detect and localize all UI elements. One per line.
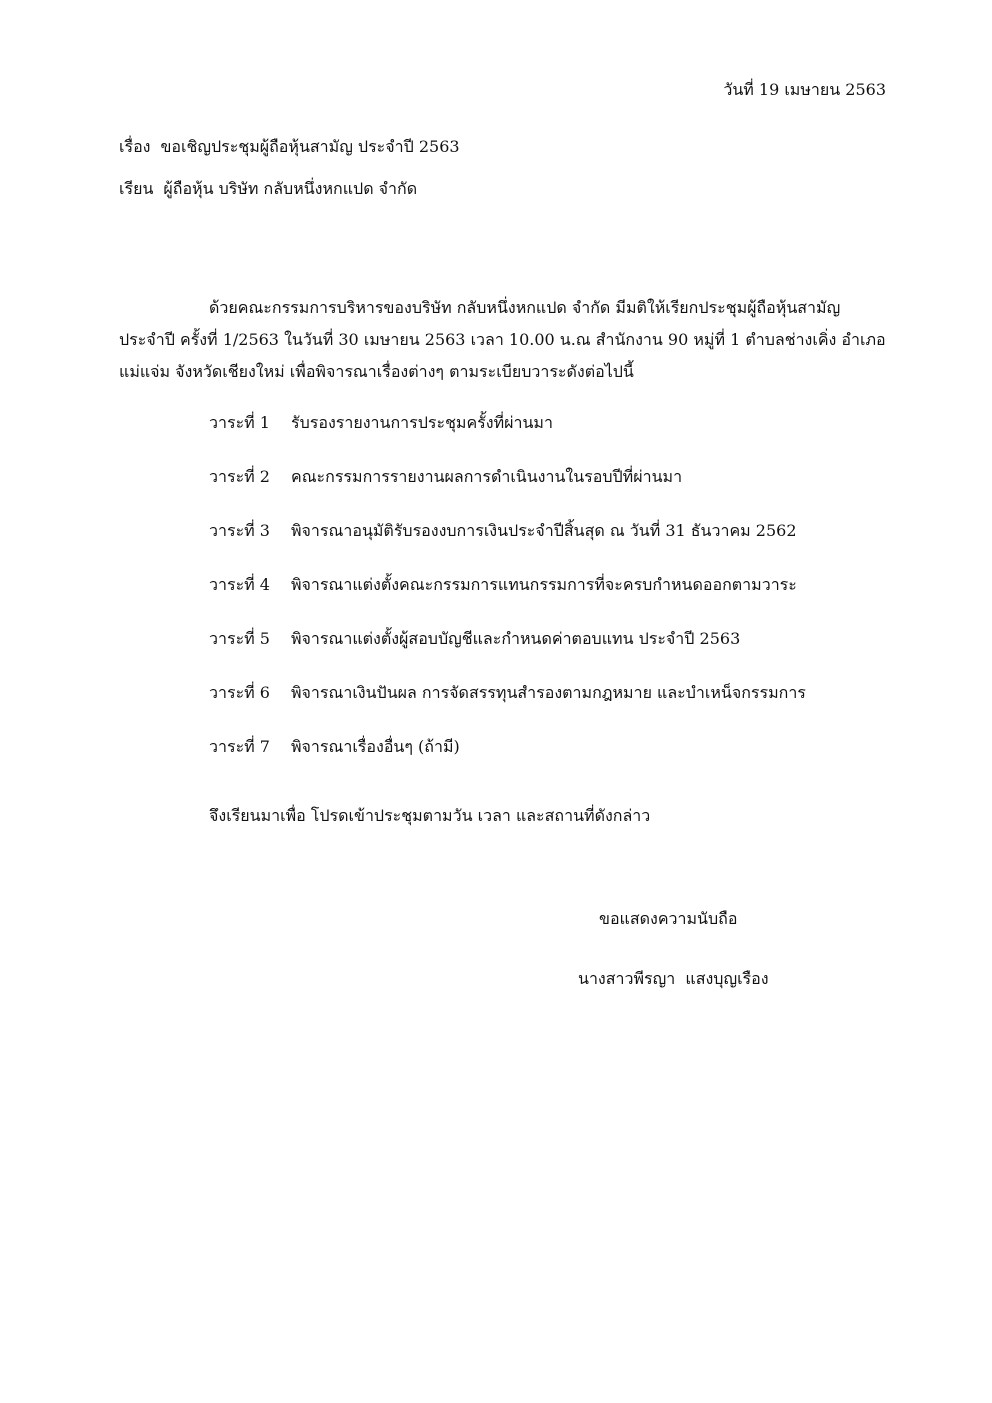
letter-date: วันที่ 19 เมษายน 2563 [723,80,886,99]
agenda-text: คณะกรรมการรายงานผลการดำเนินงานในรอบปีที่ผ่านมา [291,467,683,486]
agenda-number: วาระที่ 5 [209,629,270,648]
body-paragraph [119,292,887,388]
body-line: แม่แจ่ม จังหวัดเชียงใหม่ เพื่อพิจารณาเรื่องต่างๆ ตามระเบียบวาระดังต่อไปนี้ [119,362,634,381]
regards-line: ขอแสดงความนับถือ [599,909,738,928]
recipient-text: ผู้ถือหุ้น บริษัท กลับหนึ่งหกแปด จำกัด [163,179,418,198]
signer-name: นางสาวพีรญา แสงบุญเรือง [578,969,769,988]
subject-line [119,136,460,158]
agenda-text: พิจารณาเงินปันผล การจัดสรรทุนสำรองตามกฎหมาย และบำเหน็จกรรมการ [291,683,806,702]
agenda-number: วาระที่ 6 [209,683,270,702]
closing-sentence: จึงเรียนมาเพื่อ โปรดเข้าประชุมตามวัน เวลา และสถานที่ดังกล่าว [209,806,651,825]
agenda-item-3 [209,520,797,542]
subject-label: เรื่อง [119,137,151,156]
agenda-number: วาระที่ 1 [209,413,270,432]
agenda-number: วาระที่ 3 [209,521,270,540]
agenda-text: พิจารณาแต่งตั้งผู้สอบบัญชีและกำหนดค่าตอบแทน ประจำปี 2563 [291,629,741,648]
agenda-item-7 [209,736,460,758]
agenda-item-2 [209,466,682,488]
subject-text: ขอเชิญประชุมผู้ถือหุ้นสามัญ ประจำปี 2563 [160,137,460,156]
body-line: ประจำปี ครั้งที่ 1/2563 ในวันที่ 30 เมษายน 2563 เวลา 10.00 น.ณ สำนักงาน 90 หมู่ที่ 1 ตำบลช่างเคิ่ง อำเภอ [119,330,886,349]
agenda-item-1 [209,412,553,434]
agenda-text: พิจารณาแต่งตั้งคณะกรรมการแทนกรรมการที่จะครบกำหนดออกตามวาระ [291,575,797,594]
agenda-item-6 [209,682,806,704]
agenda-text: รับรองรายงานการประชุมครั้งที่ผ่านมา [291,413,553,432]
recipient-label: เรียน [119,179,154,198]
agenda-item-4 [209,574,797,596]
agenda-item-5 [209,628,740,650]
agenda-number: วาระที่ 7 [209,737,270,756]
body-line: ด้วยคณะกรรมการบริหารของบริษัท กลับหนึ่งหกแปด จำกัด มีมติให้เรียกประชุมผู้ถือหุ้นสามัญ [209,298,841,317]
recipient-line [119,178,417,200]
agenda-number: วาระที่ 4 [209,575,270,594]
agenda-number: วาระที่ 2 [209,467,270,486]
agenda-text: พิจารณาอนุมัติรับรองงบการเงินประจำปีสิ้นสุด ณ วันที่ 31 ธันวาคม 2562 [291,521,797,540]
agenda-text: พิจารณาเรื่องอื่นๆ (ถ้ามี) [291,737,460,756]
